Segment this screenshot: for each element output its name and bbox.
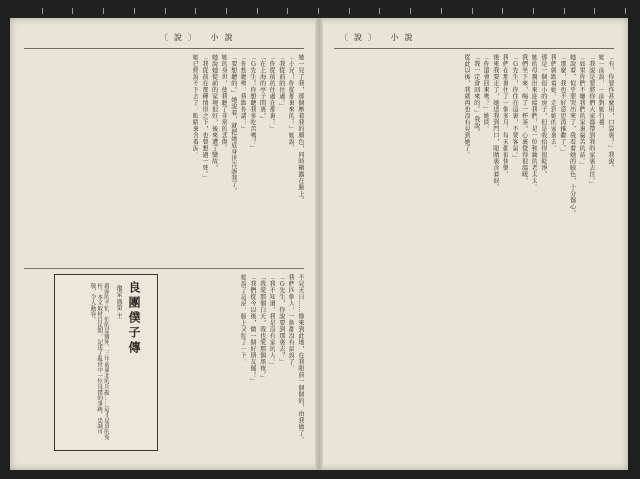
text-column: 「我說是要將你們大家都帶到我的家裏去住。」	[587, 54, 595, 188]
text-column: 「有，你要作甚麼用，口袋裏？」我說。	[607, 54, 614, 171]
text-column: 「如果你們不嫌我們的家裏窮苦的話。」	[578, 54, 586, 168]
text-column: 不見天日……像來到此地，在我眼前一個個的，由我做了。	[297, 274, 304, 443]
left-lower-text	[162, 274, 304, 450]
text-column: 「要想聽的。」她說着，就把她底身世告訴我了。	[229, 54, 237, 194]
text-column: 「我從前的住處。」	[277, 54, 285, 110]
text-column: 從此以後，我就再也沒有見到她了。	[463, 54, 471, 158]
text-column: 「我們從今以後，做一個好朋友罷！」	[249, 274, 257, 385]
text-column: 我們就跟着她，走到她的家裏去。	[549, 54, 557, 152]
left-page-header	[160, 32, 239, 46]
text-column: 後來我要走了，她送我到門口，眼睛裏含着淚。	[491, 54, 499, 191]
left-header-title: 小說	[210, 33, 239, 42]
text-column: 她一見了我，那個壓着我的顏色，同時顯露在臉上。	[297, 54, 304, 204]
left-section-divider	[24, 268, 304, 269]
text-column: 「在上海的亭子間裏。」	[258, 54, 266, 123]
text-column: 「你從前的住處在那裏？」	[268, 54, 276, 132]
book-spread	[10, 18, 628, 470]
text-column: 「小兄！你從那裏來的？」她說。	[287, 54, 295, 152]
text-column: 她的身世，使我聽了非常的悲傷。	[220, 54, 228, 152]
text-column: 「我不知道，我是沒有家的人。」	[268, 274, 276, 369]
scan-ruler	[12, 6, 626, 16]
text-column: 「我從前在那種情形之下，也曾想過一死。」	[201, 54, 209, 181]
story-box-author: 瓊家 盛榮 主	[115, 285, 122, 319]
right-header-title: 小說	[390, 33, 419, 42]
text-column: 她的母親出來迎接我們，是一位和藹的老太太。	[530, 54, 538, 191]
right-header-rule	[334, 48, 614, 49]
text-column: 她已經說不下去了，眼睛裏含着淚。	[191, 54, 199, 158]
text-column: 「你還會回來嗎？」她問。	[482, 54, 490, 132]
left-upper-text	[24, 54, 304, 262]
left-header-rule	[24, 48, 304, 49]
text-column: 她一面說，一面對她行禮。	[597, 54, 605, 132]
text-column: 「你想聽嗎，我跟你講？」	[239, 54, 247, 132]
story-box	[54, 274, 158, 451]
right-page	[320, 18, 628, 470]
text-column: 她說着，似乎要哭出來了，我看着她的臉色，十分傷心。	[568, 54, 576, 217]
text-column: 我們在那裏住了一個多月，每天都很快樂。	[501, 54, 509, 178]
left-page	[10, 18, 318, 470]
text-column: 她說了這話，臉上又紅了一下。	[239, 274, 247, 365]
text-column: 我們四個人，一個都沒有話說了。	[287, 274, 295, 372]
text-column: 「我愛那個白天，我也愛那個黑夜。」	[258, 274, 266, 382]
story-box-text: 殺頭的不怕，怕的是餓死。三年前東北的兵亂……這才是真的冤枉。本文取材自民間，記述了亂世中一位良僕的事跡，忠誠可敬，令人動容。	[89, 283, 109, 440]
text-column: 「Ｇ先生！你想聽我多吃苦嗎？」	[249, 54, 257, 152]
text-column: 「那麼，我也不好意思再推辭了。」	[559, 54, 567, 155]
story-box-title: 良團僕子傳	[127, 281, 141, 356]
text-column: 那是一個很小的房子，但是收拾得很乾淨。	[539, 54, 547, 178]
left-header-mark: 〔說〕	[160, 33, 202, 42]
text-column: 她說她從前的家境很好，後來遭了變故，	[210, 54, 218, 171]
right-page-header	[340, 32, 419, 46]
right-header-mark: 〔說〕	[340, 33, 382, 42]
text-column: 我們坐下來，喝了一杯茶，心裏覺得很溫暖。	[520, 54, 528, 184]
right-body-text	[334, 54, 614, 450]
text-column: 「Ｇ先生，你說要到那裏去？」	[277, 274, 285, 365]
text-column: 「Ｇ先生，你住在這裏，不要客氣。」	[511, 54, 519, 162]
text-column: 「我一定會回來的。」我說。	[472, 54, 480, 136]
